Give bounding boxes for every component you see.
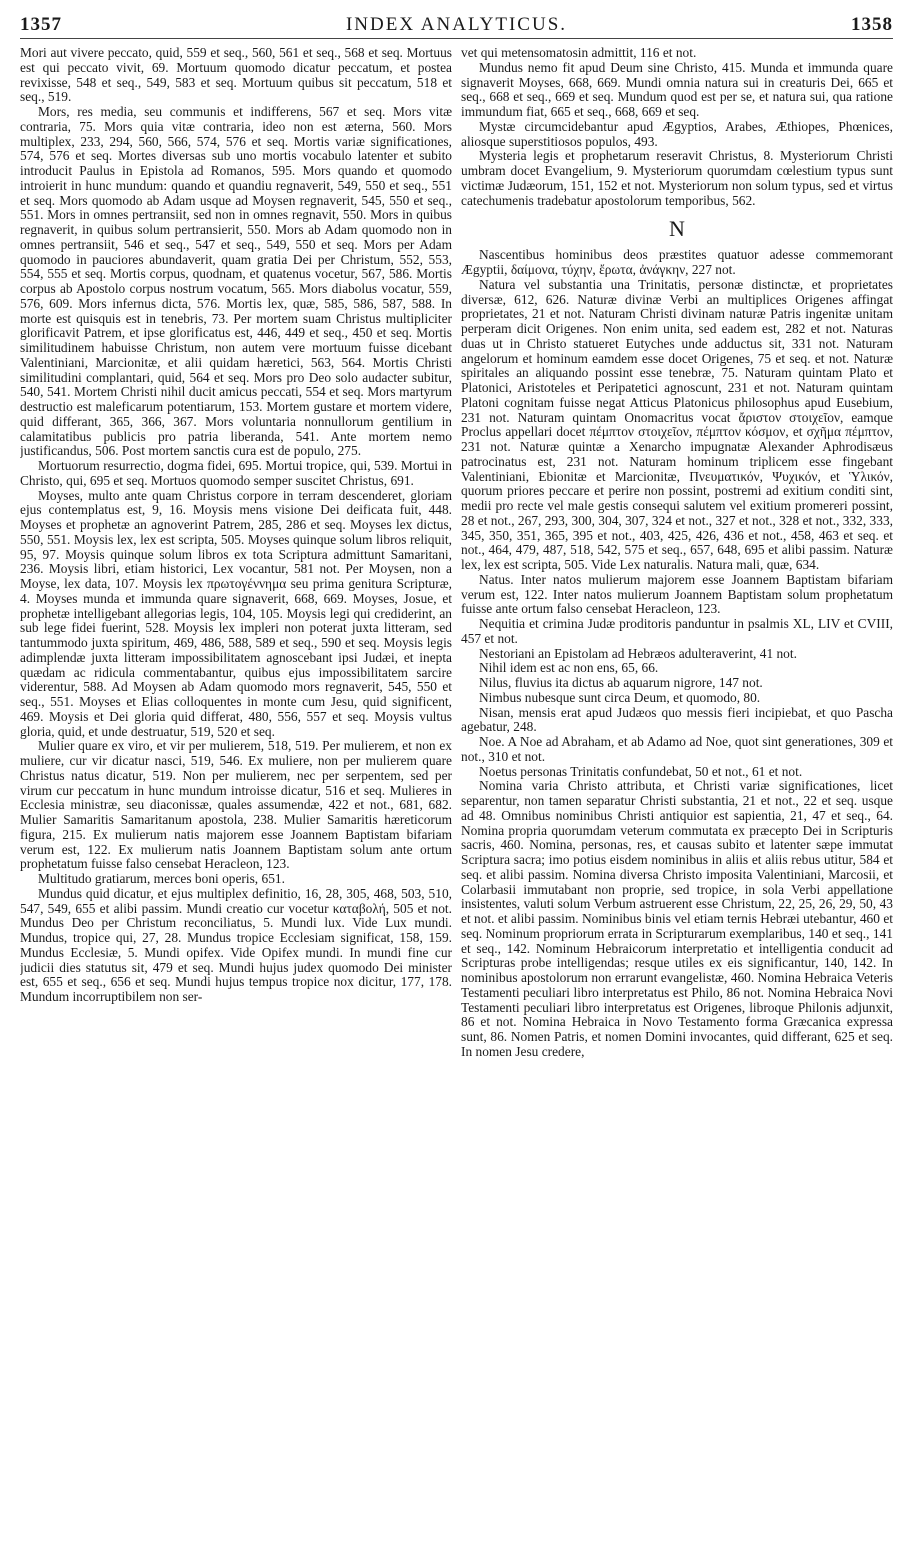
page-number-left: 1357 [20, 14, 62, 35]
index-entry: Noe. A Noe ad Abraham, et ab Adamo ad Noe, quot sint generationes, 309 et not., 310 et not. [461, 734, 893, 764]
index-entry: Nascentibus hominibus deos præstites quatuor adesse commemorant Ægyptii, δαίμονα, τύχην, ἔρωτα, ἀνάγκην, 227 not. [461, 247, 893, 277]
index-entry: Nilus, fluvius ita dictus ab aquarum nigrore, 147 not. [479, 675, 763, 690]
index-entry: Nestoriani an Epistolam ad Hebræos adulteraverint, 41 not. [479, 645, 797, 661]
index-entry: Multitudo gratiarum, merces boni operis, 651. [38, 871, 285, 886]
index-entry: Natura vel substantia una Trinitatis, personæ distinctæ, et proprietates diversæ, 612, 626. Naturæ divinæ Verbi an multiplices Origenes affingat proprietates, 21 et not. Naturam Christi divinam naturæ Patris ingenitæ unitam perperam dicit Origenes. Non enim unita, sed eadem est, 282 et not. Naturas duas ut in Christo statueret Eutyches unde adductus sit, 331 not. Naturam angelorum et hominum eamdem esse docet Origenes, 75 et seq. et not. Naturæ spiritales an aliquando possint esse tenebræ, 75. Naturam quintam Plato et Platonici, Aristoteles et Peripatetici agnoscunt, 231 et not. Naturam quintam Platoni cognitam fuisse negat Atticus Platonicus philosophus apud Eusebium, 231 not. Naturam quintam Onomacritus vocat ἄριστον στοιχεῖον, eamque Proclus appellari docet πέμπτον στοιχεῖον, πέμπτον κόσμον, et σχῆμα πέμπτον, 231 not. Naturæ quintæ a Xenarcho impugnatæ Alexander Aphrodisæus patrocinatus est, 231 not. Naturam hominum triplicem esse fingebant Valentiniani, Ebionitæ et Marcionitæ, Πνευματικόν, Ψυχικόν, et Ὑλικόν, quorum priores peccare et perire non possint, postremi ad exitium conditi sint, medii pro recte vel male gestis consequi salutem vel exitium promereri possint, 28 et not., 267, 293, 300, 304, 307, 324 et not., 327 et not., 328 et not., 332, 333, 345, 350, 351, 365, 395 et not., 403, 425, 426, 436 et not., 458, 463 et seq. et not., 464, 479, 487, 518, 542, 575 et seq., 657, 648, 695 et alibi passim. Naturæ lex, lex est scripta, 505. Vide Lex naturalis. Natura mali, quæ, 634. [461, 276, 893, 572]
right-column [461, 46, 893, 1554]
index-entry: Nequitia et crimina Judæ proditoris panduntur in psalmis XL, LIV et CVIII, 457 et not. [461, 616, 893, 646]
index-entry: Moyses, multo ante quam Christus corpore in terram descenderet, gloriam ejus contemplatus est, 9, 16. Moysis mens visione Dei deificata fuit, 448. Moyses et prophetæ an agnoverint Patrem, 285, 286 et seq. Moyses lex dictus, 550, 551. Moysis lex, lex est scripta, 505. Moyses quinque solum libros reliquit, 95, 97. Moysis quinque solum libros ex tota Scriptura admittunt Samaritani, 236. Moysis libri, etiam historici, Lex vocantur, 581 not. Per Moysen, non a Moyse, lex data, 107. Moysis lex πρωτογέννημα seu prima genitura Scripturæ, 4. Moyses munda et immunda quare signaverit, 668, 669. Moyses, Josue, et prophetæ intelligebant allegorias legis, 104, 105. Moysis legi qui crediderint, an sub lege fidei fuerint, 528. Moysis lex impleri non poterat juxta litteram, sed tantummodo juxta spiritum, 469, 486, 588, 589 et seq., 590 et seq. Moysis legis adimplendæ juxta litteram impossibilitatem agnoscebant ipsi Judæi, et inepta quædam ac ridicula commentabantur, quibus ejus impossibilitatem sarcire viderentur, 588. Ad Moysen ab Adam quomodo mors regnaverit, 545, 550 et seq., 551. Moyses et Elias colloquentes in monte cum Jesu, quid significent, 469. Moysis et Dei gloria quid differat, 480, 556, 557 et seq. Moysis vultus gloria, quid, et unde destruatur, 519, 520 et seq. [20, 487, 452, 739]
index-entry: vet qui metensomatosin admittit, 116 et not. [461, 46, 697, 60]
left-column [20, 46, 452, 1554]
index-entry: Nisan, mensis erat apud Judæos quo messis fieri incipiebat, et quo Pascha agebatur, 248. [461, 704, 893, 735]
section-letter: N [669, 216, 685, 242]
page-number-right: 1358 [851, 14, 893, 35]
index-entry: Mundus quid dicatur, et ejus multiplex definitio, 16, 28, 305, 468, 503, 510, 547, 549, 655 et alibi passim. Mundi creatio cur vocetur καταβολή, 505 et not. Mundus Deo per Christum reconciliatus, 5. Mundi lux. Vide Lux mundi. Mundus, tropice qui, 27, 28. Mundus tropice Ecclesiam significat, 158, 159. Mundus Ecclesiæ, 5. Mundi opifex. Vide Opifex mundi. In mundi fine cur judicii dies statutus sit, 479 et seq. Mundi hujus judex quomodo Dei minister est, 655 et seq., 656 et seq. Mundi hujus tempus tropice nox dicitur, 177, 178. Mundum incorruptibilem non ser- [20, 885, 452, 1004]
index-entry: Natus. Inter natos mulierum majorem esse Joannem Baptistam bifariam verum est, 122. Inter natos mulierum Joannem Baptistam solum prophetatum fuisse ante ortum falso censebat Heracleon, 123. [461, 571, 893, 617]
index-entry: Mors, res media, seu communis et indifferens, 567 et seq. Mors vitæ contraria, 75. Mors quia vitæ contraria, ideo non est æterna, 560. Mors multiplex, 233, 294, 560, 566, 574, 576 et seq. Mortis variæ significationes, 574, 576 et seq. Mortes diversas sub uno mortis vocabulo latenter et subito introducit Paulus in Epistola ad Romanos, 595. Mors quando et quomodo introierit in hunc mundum: quando et quandiu regnaverit, 549, 550 et seq., 551 et seq. Mors quomodo ab Adam usque ad Moysen regnaverit, 545, 550 et seq., 551. Mors in omnes pertransiit, sed non in omnes regnavit, 550. Mors in quibus regnaverit, in quibus solum pertransierit, 550. Mors ab Adam quomodo non in omnes pertransiit, 546 et seq., 547 et seq., 549, 550 et seq. Mors per Adam quomodo in pauciores abundaverit, quam gratia Dei per Christum, 552, 553, 554, 555 et seq. Mortis corpus, quodnam, et quatenus vocetur, 567, 586. Mortis corpus ab Apostolo corpus nostrum vocatum, 565. Mors diabolus vocatur, 559, 576, 609. Mors infernus dicta, 576. Mortis lex, quæ, 585, 586, 587, 588. In morte est quisquis est in tenebris, 73. Per mortem suam Christus multipliciter glorificavit Patrem, et ipse glorificatus est, 446, 449 et seq., 450 et seq. Mortis similitudinem habuisse Christum, non autem vere mortuum fuisse dicebant Valentiniani, Marcionitæ, et alii quidam hæretici, 563, 564. Mortis Christi similitudini complantari, quid, 564 et seq. Mors pro Deo solo audacter subitur, 540, 541. Mortem Christi nihil ducit amicus peccati, 554 et seq. Mors martyrum destructio est maleficarum potentiarum, 153. Mortem gustare et mortem videre, quid differant, 365, 366, 367. Mors voluntaria nonnullorum gentilium in calamitatibus publicis pro patria liberanda, 541. Ante mortem nemo justificandus, 506. Post mortem sanctis cura est de populo, 275. [20, 104, 452, 459]
index-entry: Nomina varia Christo attributa, et Christi variæ significationes, licet separentur, non tamen separatur Christi substantia, 21 et not., 22 et seq. usque ad 48. Omnibus nominibus Christi antiquior est sapientia, 21, 47 et seq., 64. Nomina propria quorumdam veterum commutata ex præcepto Dei in Scripturis sacris, 460. Nomina, personas, res, et causas subito et latenter sæpe immutat Scriptura sacra; imo potius eisdem nominibus in aliis et aliis rebus utitur, 584 et seq. et alibi passim. Nomina diversa Christo imposita Valentiniani, Marcosii, et Colarbasii immutabant non proprie, sed tropice, in sola Verbi appellatione insistentes, valuti solum Verbum astruerent esse Christum, 22, 25, 26, 29, 50, 43 et not. et alibi passim. Nominibus binis vel etiam ternis Hebræi utebantur, 460 et seq. Nominum propriorum errata in Scripturarum exemplaribus, 140 et seq., 141 et seq., 142. Nominum Hebraicorum interpretatio et intelligentia conducit ad Scripturas probe intelligendas; resque utiles ex eis significantur, 140, 142. In nominibus apostolorum non errarunt evangelistæ, 460. Nomina Hebraica Veteris Testamenti peculiari libro interpretatus est Philo, 86 not. Nomina Hebraica Novi Testamenti peculiari libro interpretatus est Origenes, libroque Philonis adjunxit, 86 et not. Nomina Hebraica in Novo Testamento forma Græcanica expressa sunt, 86. Nomen Patris, et nomen Domini invocantes, quid differant, 625 et seq. In nomen Jesu credere, [461, 778, 893, 1059]
index-entry: Nihil idem est ac non ens, 65, 66. [479, 660, 659, 676]
index-entry: Mortuorum resurrectio, dogma fidei, 695. Mortui tropice, qui, 539. Mortui in Christo, qui, 695 et seq. Mortuos quomodo semper suscitet Christus, 691. [20, 458, 452, 488]
index-entry: Mori aut vivere peccato, quid, 559 et seq., 560, 561 et seq., 568 et seq. Mortuus est qui peccato vivit, 69. Mortuum quomodo dicatur peccatum, et postea revixisse, 548 et seq., 549, 583 et seq. Mortuum quibus sit peccatum, 518 et seq., 519. [20, 46, 452, 105]
index-entry: Mundus nemo fit apud Deum sine Christo, 415. Munda et immunda quare signaverit Moyses, 668, 669. Mundi omnia natura sui in creaturis Dei, 665 et seq., 668 et seq., 669 et seq. Mundum quod est per se, et natura sui, qua ratione immundum fiat, 665 et seq., 668, 669 et seq. [461, 59, 893, 119]
index-entry: Mysteria legis et prophetarum reseravit Christus, 8. Mysteriorum Christi umbram docet Evangelium, 9. Mysteriorum quorumdam cœlestium typus sunt victimæ Judæorum, 151, 152 et not. Mysteriorum non solum typus, sed et virtus catechumenis tradebatur apostolorum temporibus, 562. [461, 148, 893, 208]
page-header [20, 14, 893, 39]
page-title: INDEX ANALYTICUS. [345, 14, 568, 35]
index-entry: Nimbus nubesque sunt circa Deum, et quomodo, 80. [479, 689, 761, 705]
index-entry: Mystæ circumcidebantur apud Ægyptios, Arabes, Æthiopes, Phœnices, aliosque superstitiosos populos, 493. [461, 118, 893, 149]
index-entry: Noetus personas Trinitatis confundebat, 50 et not., 61 et not. [479, 763, 803, 779]
index-entry: Mulier quare ex viro, et vir per mulierem, 518, 519. Per mulierem, et non ex muliere, cur vir dicatur nasci, 519, 546. Ex muliere, non per mulierem quare Christus natus dicatur, 519. Non per mulierem, nec per serpentem, sed per virum cur peccatum in hunc mundum introisse dicatur, 516 et seq. Mulieres in Ecclesia ministræ, seu diaconissæ, quales assumendæ, 422 et not., 681, 682. Mulier Samaritis Samaritanum apostola, 238. Mulier Samaritis hæreticorum figura, 215. Ex mulierum natis majorem esse Joannem Baptistam bifariam verum est, 122. Ex mulierum natis Joannem Baptistam solum ante ortum prophetatum fuisse falso censebat Heracleon, 123. [20, 738, 452, 872]
